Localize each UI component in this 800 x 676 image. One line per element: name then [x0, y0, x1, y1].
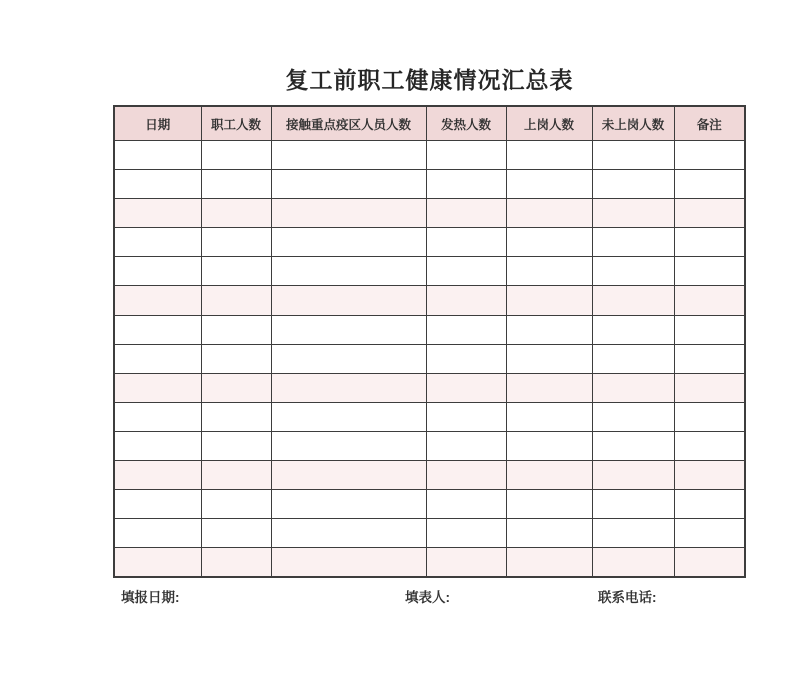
- table-cell: [114, 228, 201, 257]
- table-cell: [201, 402, 271, 431]
- form-filler-label: 填表人:: [405, 590, 450, 605]
- table-cell: [271, 257, 426, 286]
- table-cell: [426, 548, 506, 578]
- table-cell: [271, 490, 426, 519]
- table-cell: [201, 170, 271, 199]
- table-cell: [201, 490, 271, 519]
- table-cell: [201, 315, 271, 344]
- table-cell: [592, 548, 674, 578]
- table-cell: [506, 257, 592, 286]
- table-cell: [592, 461, 674, 490]
- table-cell: [506, 431, 592, 460]
- table-cell: [114, 286, 201, 315]
- column-header-6: 备注: [674, 106, 745, 141]
- table-cell: [674, 199, 745, 228]
- table-cell: [114, 490, 201, 519]
- table-cell: [674, 402, 745, 431]
- table-cell: [592, 170, 674, 199]
- table-cell: [114, 431, 201, 460]
- table-cell: [114, 519, 201, 548]
- table-row-15: [114, 548, 745, 578]
- table-row-6: [114, 286, 745, 315]
- table-cell: [114, 257, 201, 286]
- table-cell: [674, 519, 745, 548]
- table-cell: [426, 461, 506, 490]
- table-cell: [426, 402, 506, 431]
- table-cell: [426, 431, 506, 460]
- table-cell: [674, 286, 745, 315]
- table-cell: [426, 344, 506, 373]
- health-summary-table: [113, 105, 746, 578]
- table-cell: [271, 141, 426, 170]
- table-cell: [592, 141, 674, 170]
- table-head: [114, 106, 745, 141]
- table-cell: [201, 286, 271, 315]
- table-cell: [201, 431, 271, 460]
- table-cell: [426, 286, 506, 315]
- table-cell: [506, 141, 592, 170]
- table-row-3: [114, 199, 745, 228]
- table-cell: [201, 141, 271, 170]
- table-cell: [426, 490, 506, 519]
- table-cell: [674, 257, 745, 286]
- table-cell: [426, 199, 506, 228]
- table-cell: [674, 141, 745, 170]
- table-cell: [114, 402, 201, 431]
- table-cell: [674, 170, 745, 199]
- table-cell: [114, 461, 201, 490]
- table-cell: [506, 490, 592, 519]
- table-cell: [201, 344, 271, 373]
- column-header-4: 上岗人数: [506, 106, 592, 141]
- table-cell: [271, 170, 426, 199]
- table-cell: [201, 548, 271, 578]
- table-cell: [271, 431, 426, 460]
- table-cell: [114, 170, 201, 199]
- table-cell: [271, 548, 426, 578]
- table-cell: [592, 257, 674, 286]
- table-cell: [506, 170, 592, 199]
- table-header-row: [114, 106, 745, 141]
- table-cell: [674, 548, 745, 578]
- table-row-11: [114, 431, 745, 460]
- table-row-9: [114, 373, 745, 402]
- column-header-3: 发热人数: [426, 106, 506, 141]
- table-cell: [674, 315, 745, 344]
- table-row-2: [114, 170, 745, 199]
- table-cell: [674, 228, 745, 257]
- table-row-4: [114, 228, 745, 257]
- column-header-0: 日期: [114, 106, 201, 141]
- table-cell: [506, 548, 592, 578]
- table-cell: [201, 228, 271, 257]
- table-row-8: [114, 344, 745, 373]
- table-cell: [271, 228, 426, 257]
- table-cell: [114, 141, 201, 170]
- table-cell: [426, 257, 506, 286]
- table-cell: [271, 344, 426, 373]
- table-cell: [114, 548, 201, 578]
- column-header-2: 接触重点疫区人员人数: [271, 106, 426, 141]
- table-cell: [592, 373, 674, 402]
- contact-phone-label: 联系电话:: [598, 590, 657, 605]
- table-cell: [201, 461, 271, 490]
- column-header-5: 未上岗人数: [592, 106, 674, 141]
- table-cell: [114, 315, 201, 344]
- table-row-13: [114, 490, 745, 519]
- table-cell: [674, 490, 745, 519]
- table-cell: [592, 344, 674, 373]
- fill-date-label: 填报日期:: [121, 590, 180, 605]
- table-cell: [506, 286, 592, 315]
- table-body: [114, 141, 745, 578]
- table-cell: [674, 431, 745, 460]
- table-cell: [506, 228, 592, 257]
- table-cell: [592, 199, 674, 228]
- table-cell: [271, 315, 426, 344]
- table-cell: [592, 315, 674, 344]
- table-cell: [426, 228, 506, 257]
- table-cell: [674, 344, 745, 373]
- table-cell: [506, 461, 592, 490]
- table-row-12: [114, 461, 745, 490]
- table-cell: [426, 373, 506, 402]
- table-cell: [506, 519, 592, 548]
- table-cell: [506, 315, 592, 344]
- table-cell: [426, 519, 506, 548]
- table-cell: [201, 373, 271, 402]
- table-cell: [114, 199, 201, 228]
- table-cell: [201, 519, 271, 548]
- table-cell: [201, 257, 271, 286]
- table-cell: [426, 170, 506, 199]
- table-cell: [674, 373, 745, 402]
- table-row-7: [114, 315, 745, 344]
- table-cell: [592, 519, 674, 548]
- table-cell: [271, 286, 426, 315]
- table-cell: [426, 141, 506, 170]
- table-cell: [271, 199, 426, 228]
- table-cell: [592, 228, 674, 257]
- table-cell: [506, 344, 592, 373]
- column-header-1: 职工人数: [201, 106, 271, 141]
- table-row-1: [114, 141, 745, 170]
- table-cell: [201, 199, 271, 228]
- table-cell: [271, 402, 426, 431]
- table-cell: [426, 315, 506, 344]
- table-cell: [271, 461, 426, 490]
- table-cell: [674, 461, 745, 490]
- table-cell: [506, 373, 592, 402]
- table-cell: [592, 490, 674, 519]
- table-cell: [592, 431, 674, 460]
- table-cell: [506, 199, 592, 228]
- table-row-14: [114, 519, 745, 548]
- page-title: 复工前职工健康情况汇总表: [285, 67, 574, 93]
- table-cell: [114, 344, 201, 373]
- table-cell: [114, 373, 201, 402]
- table-row-10: [114, 402, 745, 431]
- table-row-5: [114, 257, 745, 286]
- table-cell: [592, 286, 674, 315]
- table-cell: [271, 519, 426, 548]
- table-cell: [506, 402, 592, 431]
- table-cell: [592, 402, 674, 431]
- table-cell: [271, 373, 426, 402]
